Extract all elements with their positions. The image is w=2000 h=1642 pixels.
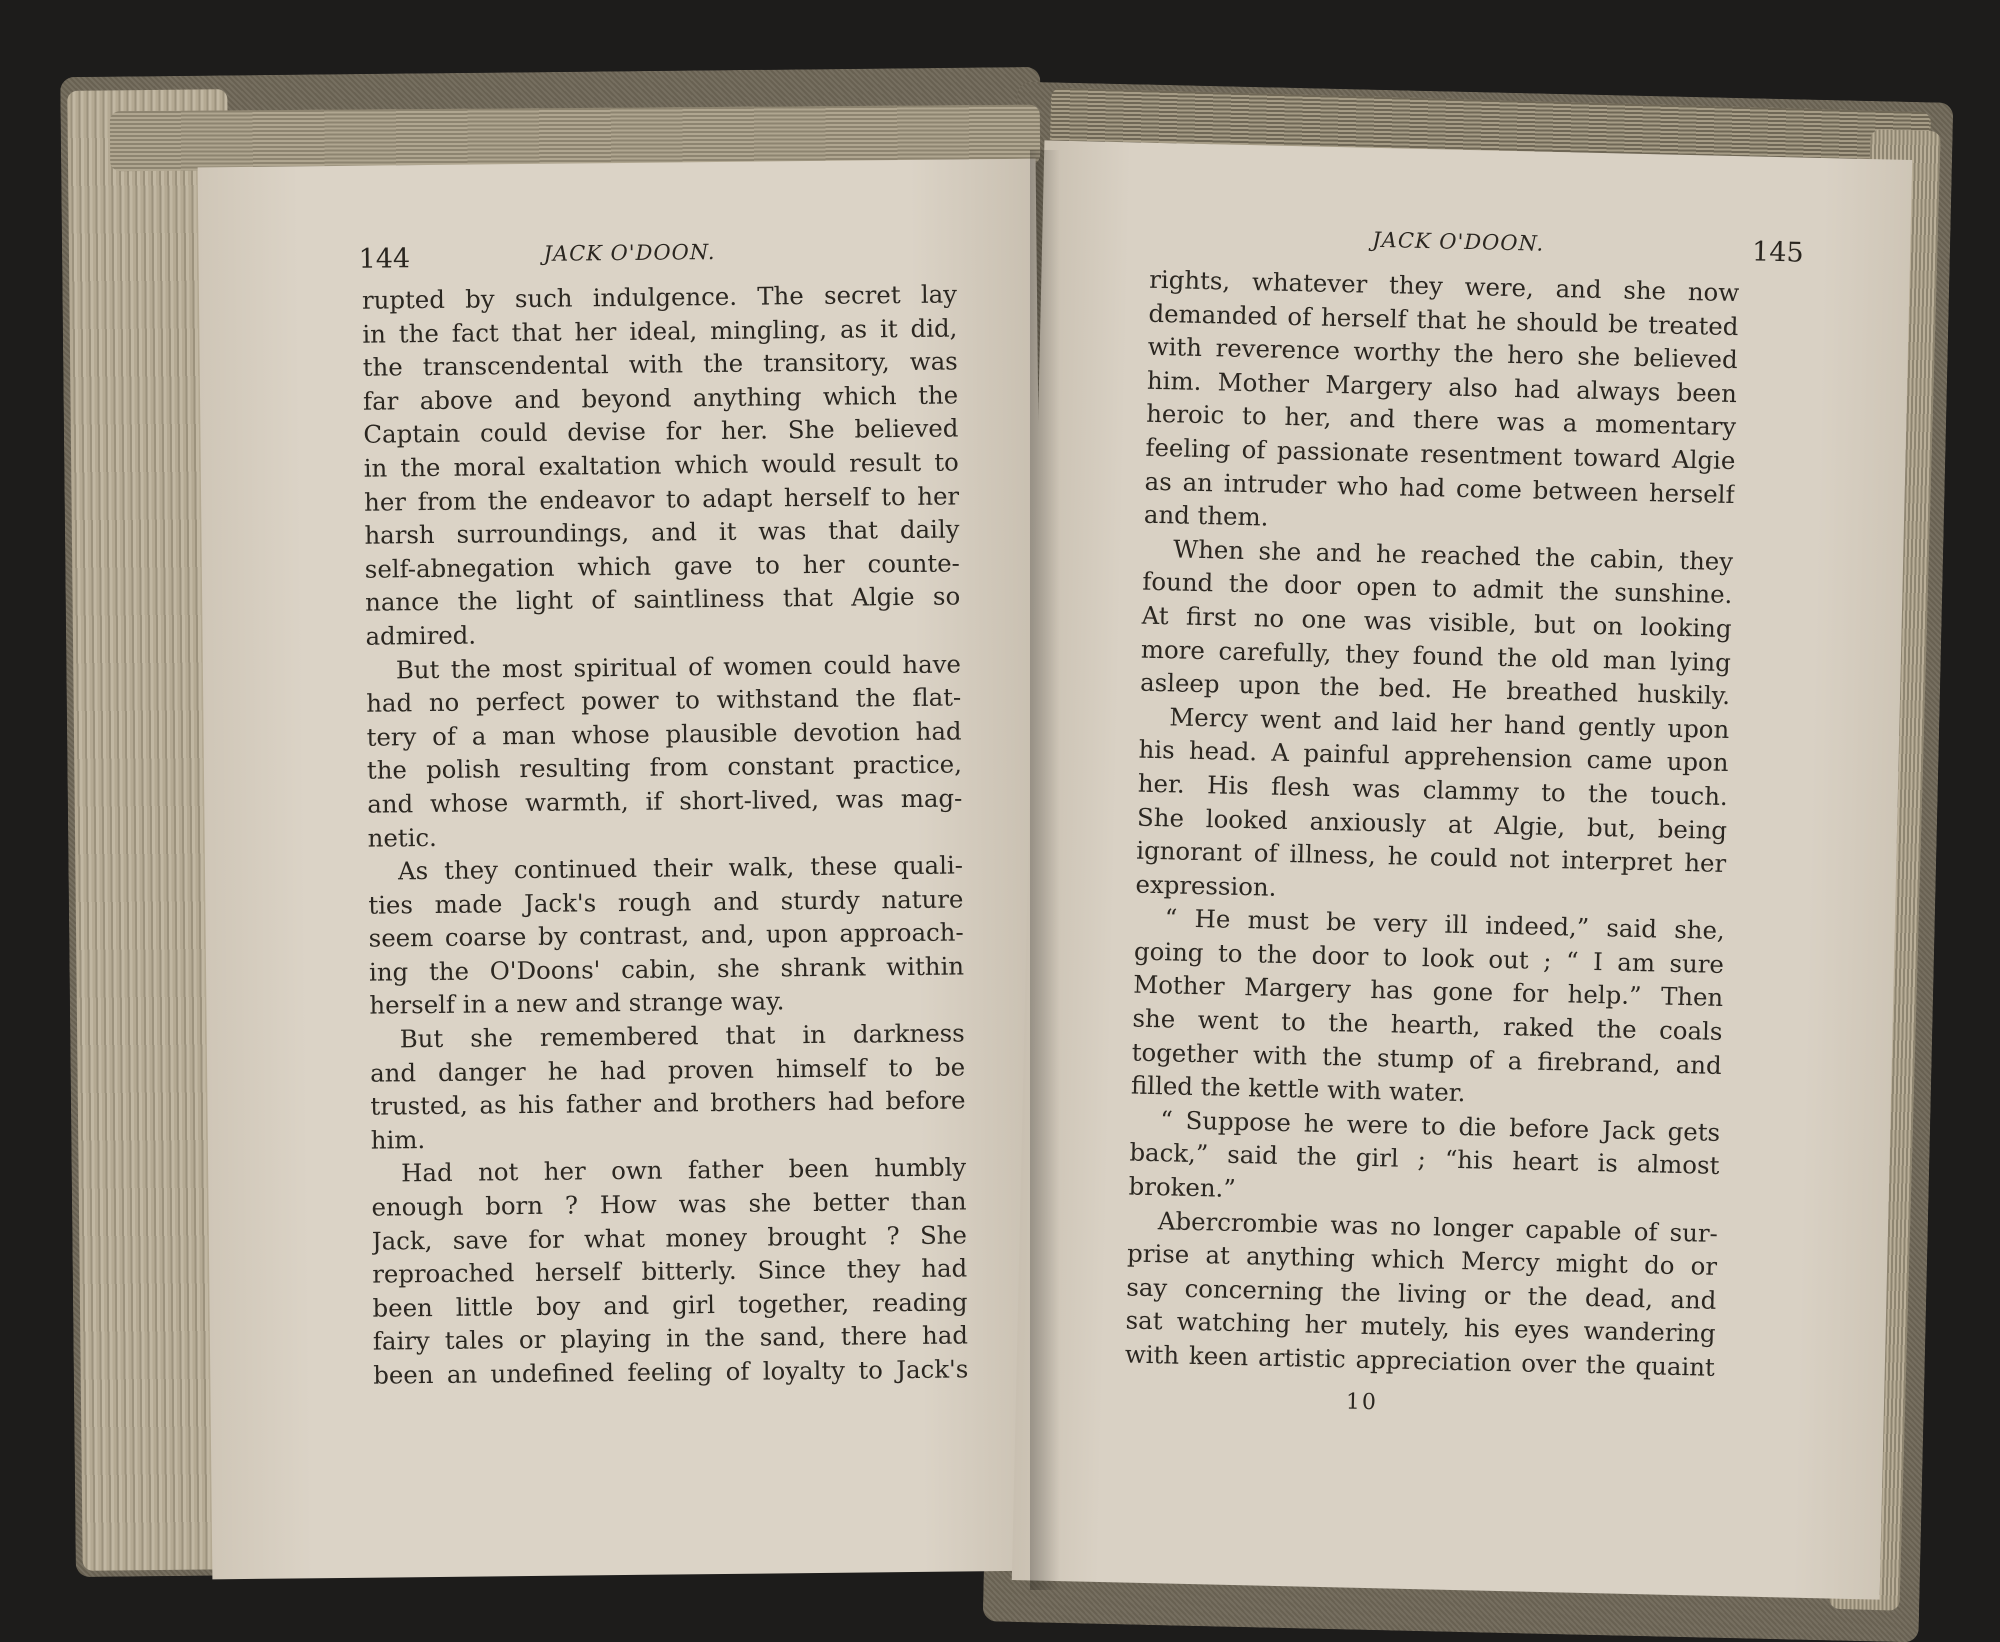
running-head: JACK O'DOON.	[1372, 227, 1545, 256]
text-line: ties made Jack's rough and sturdy nature	[368, 884, 964, 920]
text-line: and whose warmth, if short-lived, was mag-	[367, 783, 963, 819]
text-line: self-abnegation which gave to her counte-	[364, 548, 960, 584]
text-line: heroic to her, and there was a momentary	[1145, 399, 1737, 442]
right-page-body	[1125, 263, 1740, 1385]
left-page	[198, 159, 1051, 1580]
text-line: reproached herself bitterly. Since they had	[372, 1253, 968, 1289]
text-line: the polish resulting from constant practice,	[366, 749, 963, 785]
text-line: more carefully, they found the old man lying	[1140, 634, 1732, 677]
text-line: the transcendental with the transitory, was	[362, 346, 958, 382]
text-line: found the door open to admit the sunshine.	[1142, 567, 1733, 610]
text-line: But she remembered that in darkness	[399, 1018, 965, 1054]
text-line: fairy tales or playing in the sand, there had	[372, 1320, 969, 1357]
text-line: her from the endeavor to adapt herself to her	[363, 481, 960, 517]
running-head: JACK O'DOON.	[543, 240, 716, 266]
text-line: netic.	[367, 822, 437, 853]
right-page	[1012, 140, 1912, 1599]
text-line: back,” said the girl ; “his heart is almost	[1129, 1137, 1720, 1181]
text-line: she went to the hearth, raked the coals	[1132, 1003, 1723, 1047]
left-page-body	[362, 277, 969, 1392]
text-line: Abercrombie was no longer capable of sur-	[1157, 1205, 1719, 1248]
text-line: far above and beyond anything which the	[362, 380, 959, 416]
text-line: broken.”	[1128, 1171, 1237, 1203]
text-line: in the moral exaltation which would result to	[363, 447, 959, 483]
text-line: harsh surroundings, and it was that daily	[364, 514, 960, 550]
page-number: 145	[1751, 236, 1804, 269]
text-line: had no perfect power to withstand the flat-	[366, 682, 962, 718]
text-line: At first no one was visible, but on looking	[1141, 600, 1732, 643]
text-line: in the fact that her ideal, mingling, as it did,	[362, 313, 958, 349]
text-line: with keen artistic appreciation over the quaint	[1124, 1339, 1716, 1382]
text-line: ing the O'Doons' cabin, she shrank within	[368, 951, 965, 987]
text-line: Captain could devise for her. She believed	[363, 413, 959, 450]
text-line: sat watching her mutely, his eyes wandering	[1125, 1305, 1716, 1349]
signature-mark: 10	[1345, 1389, 1379, 1416]
text-line: expression.	[1135, 869, 1277, 902]
text-line: enough born ? How was she better than	[371, 1186, 967, 1222]
page-number: 144	[358, 243, 411, 275]
text-line: admired.	[365, 620, 477, 651]
text-line: been an undefined feeling of loyalty to Jack's	[373, 1354, 969, 1390]
text-line: Had not her own father been humbly	[401, 1152, 967, 1188]
text-line: seem coarse by contrast, and, upon approach-	[368, 917, 964, 953]
text-line: “ Suppose he were to die before Jack gets	[1159, 1105, 1721, 1147]
text-line: Jack, save for what money brought ? She	[371, 1220, 967, 1256]
text-line: say concerning the living or the dead, and	[1126, 1272, 1717, 1315]
text-line: “ He must be very ill indeed,” said she,	[1164, 903, 1726, 946]
text-line: nance the light of saintliness that Algie so	[365, 581, 961, 618]
text-line: and danger he had proven himself to be	[369, 1052, 966, 1088]
text-line: feeling of passionate resentment toward Algie	[1145, 432, 1736, 476]
text-line: trusted, as his father and brothers had before	[370, 1085, 966, 1121]
text-line: rupted by such indulgence. The secret lay	[361, 279, 958, 315]
text-line: and them.	[1143, 499, 1269, 532]
text-line: But the most spiritual of women could have	[395, 648, 962, 684]
book-gutter	[1030, 150, 1060, 1590]
text-line: prise at anything which Mercy might do or	[1126, 1238, 1718, 1282]
text-line: her. His flesh was clammy to the touch.	[1137, 768, 1729, 811]
text-line: herself in a new and strange way.	[369, 986, 785, 1021]
text-line: with reverence worthy the hero she believed	[1147, 331, 1738, 375]
text-line: demanded of herself that he should be treated	[1148, 298, 1739, 341]
text-line: his head. A painful apprehension came upon	[1138, 734, 1729, 778]
text-line: been little boy and girl together, reading	[372, 1287, 968, 1323]
text-line: Mother Margery has gone for help.” Then	[1132, 970, 1724, 1013]
text-line: rights, whatever they were, and she now	[1148, 264, 1740, 308]
text-line: She looked anxiously at Algie, but, being	[1136, 802, 1728, 845]
text-line: filled the kettle with water.	[1130, 1070, 1466, 1108]
left-page-header	[198, 159, 1036, 275]
text-line: together with the stump of a firebrand, and	[1131, 1037, 1722, 1080]
text-line: going to the door to look out ; “ I am sure	[1133, 936, 1725, 979]
text-line: asleep upon the bed. He breathed huskily.	[1139, 667, 1731, 711]
text-line: as an intruder who had come between herself	[1144, 466, 1735, 509]
text-line: When she and he reached the cabin, they	[1172, 534, 1734, 576]
text-line: him.	[370, 1124, 426, 1155]
text-line: Mercy went and laid her hand gently upon	[1169, 702, 1730, 744]
text-line: As they continued their walk, these quali-	[397, 850, 964, 886]
text-line: ignorant of illness, he could not interpret her	[1136, 835, 1727, 879]
text-line: tery of a man whose plausible devotion had	[366, 716, 962, 752]
text-line: him. Mother Margery also had always been	[1146, 365, 1738, 408]
